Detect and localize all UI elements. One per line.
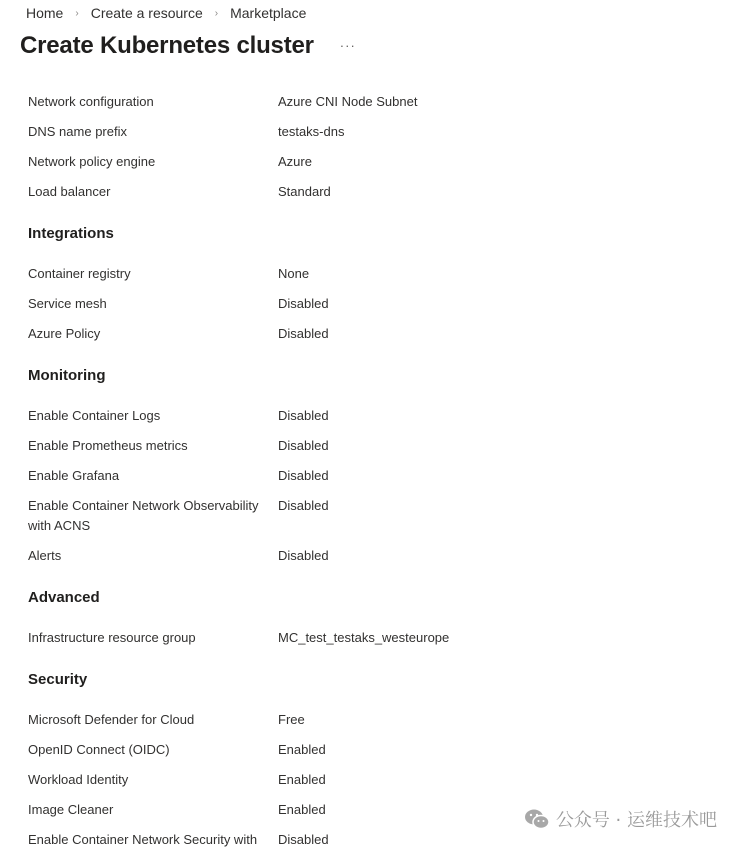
summary-row	[28, 152, 728, 172]
section-title-monitoring: Monitoring	[28, 367, 106, 384]
row-label: Network policy engine	[28, 154, 156, 169]
breadcrumb-marketplace[interactable]: Marketplace	[230, 5, 307, 21]
summary-row	[28, 770, 728, 790]
watermark	[524, 806, 717, 832]
row-label: Microsoft Defender for Cloud	[28, 712, 195, 727]
section-title-advanced: Advanced	[28, 589, 100, 606]
row-label: Enable Prometheus metrics	[28, 438, 188, 453]
row-label: Load balancer	[28, 184, 111, 199]
summary-row	[28, 122, 728, 142]
row-value: Enabled	[278, 802, 326, 817]
watermark-text: 公众号 · 运维技术吧	[555, 810, 717, 831]
breadcrumb-home[interactable]: Home	[26, 5, 64, 21]
row-label: Azure Policy	[28, 326, 101, 341]
row-label: Enable Container Logs	[28, 408, 161, 423]
row-value: Enabled	[278, 772, 326, 787]
summary-row	[28, 496, 728, 536]
summary-row	[28, 294, 728, 314]
chevron-right-icon: ›	[75, 7, 79, 19]
row-value: MC_test_testaks_westeurope	[278, 630, 450, 645]
row-value: testaks-dns	[278, 124, 345, 139]
more-options-icon[interactable]: ···	[339, 37, 356, 53]
section-title-security: Security	[28, 671, 88, 688]
row-label: DNS name prefix	[28, 124, 127, 139]
section-title-integrations: Integrations	[28, 225, 114, 242]
row-label: OpenID Connect (OIDC)	[28, 742, 170, 757]
wechat-icon	[524, 808, 550, 830]
row-value: Disabled	[278, 408, 329, 423]
row-value: Disabled	[278, 832, 329, 847]
row-label: Network configuration	[28, 94, 154, 109]
row-value: Disabled	[278, 296, 329, 311]
summary-row	[28, 710, 728, 730]
breadcrumb	[26, 5, 306, 21]
row-value: Disabled	[278, 498, 329, 513]
summary-row	[28, 436, 728, 456]
summary-row	[28, 740, 728, 760]
summary-row	[28, 628, 728, 648]
row-label: Container registry	[28, 266, 131, 281]
row-value: None	[278, 266, 310, 281]
title-row	[20, 32, 356, 60]
summary-row	[28, 466, 728, 486]
row-label: Enable Grafana	[28, 468, 120, 483]
row-value: Enabled	[278, 742, 326, 757]
review-summary	[28, 92, 728, 860]
row-label: Alerts	[28, 548, 62, 563]
row-label: Enable Container Network Security with	[28, 832, 258, 847]
summary-row	[28, 324, 728, 344]
row-value: Disabled	[278, 468, 329, 483]
row-value: Azure	[278, 154, 312, 169]
chevron-right-icon: ›	[214, 7, 219, 19]
summary-row	[28, 264, 728, 284]
row-label: Infrastructure resource group	[28, 630, 196, 645]
row-label: Service mesh	[28, 296, 107, 311]
row-value: Standard	[278, 184, 331, 199]
row-value: Disabled	[278, 326, 329, 341]
breadcrumb-create-resource[interactable]: Create a resource	[90, 5, 203, 21]
summary-row	[28, 92, 728, 112]
row-value: Disabled	[278, 438, 329, 453]
row-label: Enable Container Network Observability with ACNS	[28, 498, 259, 533]
summary-row	[28, 182, 728, 202]
row-value: Azure CNI Node Subnet	[278, 94, 418, 109]
summary-row	[28, 546, 728, 566]
page-title: Create Kubernetes cluster	[20, 32, 314, 59]
row-label: Workload Identity	[28, 772, 129, 787]
row-value: Disabled	[278, 548, 329, 563]
row-label: Image Cleaner	[28, 802, 114, 817]
row-value: Free	[278, 712, 305, 727]
summary-row	[28, 830, 728, 850]
summary-row	[28, 406, 728, 426]
